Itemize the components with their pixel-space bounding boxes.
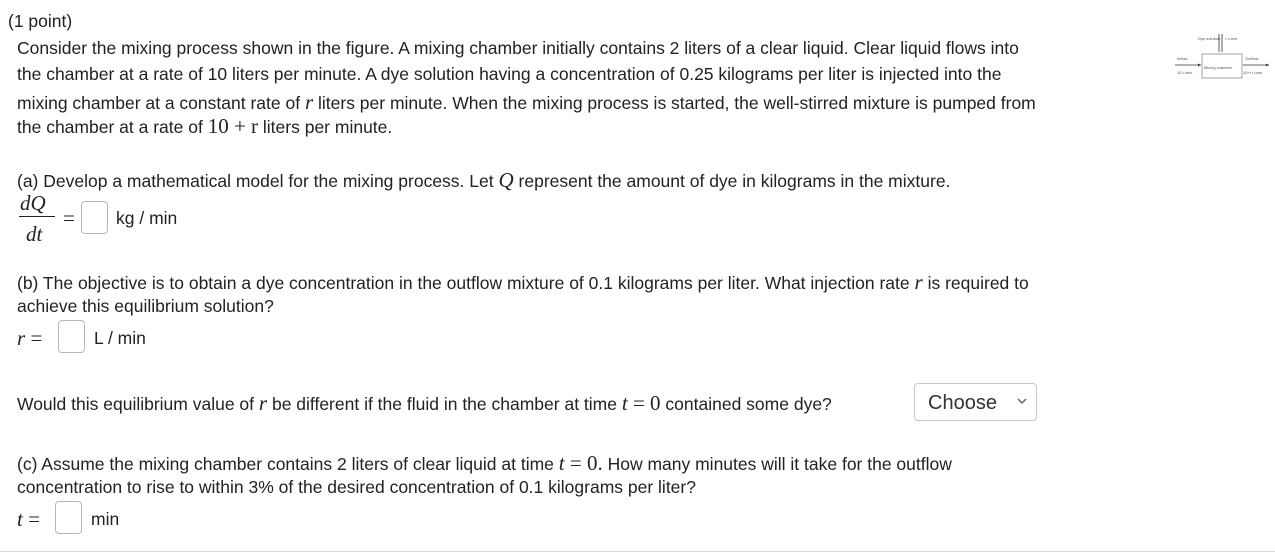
equals-sign-a: = (63, 206, 75, 230)
answer-box-c[interactable] (55, 501, 82, 534)
chevron-down-icon (1017, 397, 1027, 405)
part-b-line-1-end: is required to (927, 273, 1029, 293)
var-r: r (914, 270, 923, 294)
part-b-line-1-start: (b) The objective is to obtain a dye concentration in the outflow mixture of 0.1 kilograms per liter. What injection rate (17, 273, 910, 293)
part-c-line-1 (17, 451, 952, 476)
intro-line-3-end: liters per minute. When the mixing process is started, the well-stirred mixture is pumped from (318, 93, 1036, 113)
var-r: r (258, 391, 268, 415)
part-a-prompt-end: represent the amount of dye in kilograms in the mixture. (518, 171, 951, 191)
part-b-line-2: achieve this equilibrium solution? (17, 296, 274, 316)
fig-dye-rate: r L/min (1225, 36, 1238, 41)
part-b-line-1 (17, 270, 1029, 295)
t-equals: t = (17, 507, 40, 531)
t-equals-zero: t = 0 (621, 391, 661, 415)
intro-line-3 (17, 90, 1036, 115)
dye-question-mid: be different if the fluid in the chamber at time (271, 394, 617, 414)
answer-box-b[interactable] (58, 320, 85, 353)
fig-chamber-label: Mixing chamber (1204, 65, 1233, 70)
dye-question-end: contained some dye? (665, 394, 832, 414)
dye-choice-select[interactable] (914, 383, 1037, 421)
dye-question-start: Would this equilibrium value of (17, 394, 255, 414)
dye-question (17, 391, 832, 416)
mixing-chamber-figure (1174, 32, 1270, 84)
select-value: Choose (928, 392, 997, 414)
var-r: r (304, 90, 314, 114)
fig-inflow-label: Inflow (1177, 56, 1188, 61)
intro-line-4-start: the chamber at a rate of (17, 117, 203, 137)
intro-line-3-start: mixing chamber at a constant rate of (17, 93, 301, 113)
points-label: (1 point) (8, 11, 73, 31)
fig-dye-label: Dye solution (1198, 36, 1221, 41)
intro-line-1: Consider the mixing process shown in the figure. A mixing chamber initially contains 2 liters of a clear liquid. Clear liquid flows into (17, 38, 1019, 58)
fig-inflow-rate: 10 L/min (1177, 70, 1193, 75)
unit-b: L / min (94, 328, 146, 348)
part-c-line-2: concentration to rise to within 3% of the desired concentration of 0.1 kilograms per liter? (17, 477, 696, 497)
fraction-bar (19, 216, 55, 217)
answer-box-a[interactable] (81, 201, 108, 234)
part-a-prompt-start: (a) Develop a mathematical model for the mixing process. Let (17, 171, 494, 191)
derivative-denominator: dt (26, 222, 43, 246)
fig-outflow-rate: 10+r L/min (1243, 70, 1263, 75)
part-c-line-1-end: How many minutes will it take for the outflow (607, 454, 952, 474)
intro-line-2: the chamber at a rate of 10 liters per minute. A dye solution having a concentration of 0.25 kilograms per liter is injected into the (17, 64, 1002, 84)
intro-line-4-end: liters per minute. (262, 117, 393, 137)
part-c-line-1-start: (c) Assume the mixing chamber contains 2 liters of clear liquid at time (17, 454, 554, 474)
part-a-prompt (17, 168, 950, 193)
t-equals-zero-c: t = 0. (558, 451, 603, 475)
derivative-numerator: dQ (20, 191, 46, 215)
fig-outflow-label: Outflow (1245, 56, 1259, 61)
intro-line-4 (17, 114, 392, 139)
outflow-rate-expr: 10 + r (207, 114, 259, 138)
r-equals: r = (17, 326, 43, 350)
var-q: Q (498, 168, 514, 192)
unit-a: kg / min (116, 208, 178, 228)
unit-c: min (91, 509, 120, 529)
bottom-divider (0, 551, 1275, 552)
